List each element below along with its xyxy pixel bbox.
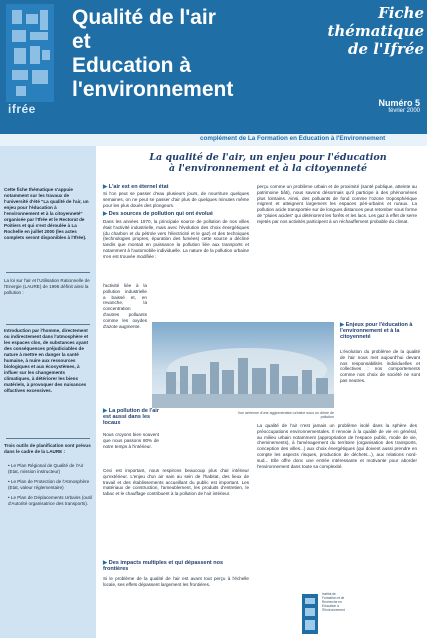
city-photo [152,322,334,408]
section-heading: ▶ Des impacts multiples et qui dépassent nos frontières [103,560,249,572]
paragraph: Nous croyons bien souvent que nous passons 80% de notre temps à l'intérieur. [103,432,159,449]
title-line: Qualité de l'air [72,6,216,29]
issue-date: février 2000 [388,108,420,114]
divider [6,438,90,439]
section-heading: ▶ L'air est en éternel état [103,184,248,190]
headline [118,152,418,174]
footer-logo-line: l'Environnement [322,608,345,612]
title-line: Education à [72,54,192,77]
issue-number: Numéro 5 [378,98,420,108]
divider [6,272,90,273]
fiche-title [300,4,424,58]
fiche-line: de l'Ifrée [347,40,424,58]
ifree-logo [6,4,54,102]
paragraph: Dans les années 1970, la principale source de pollution de nos villes était l'activité industrielle, mais avec l'évolution des choix énergétiques (du charbon et du pétrole vers l'électricité et le gaz) et des techniques (technologies propres, épuration des fumées) cette source a décliné tandis que montait en puissance la pollution liée aux transports et notamment à l'automobile individuelle. La nature de la pollution urbaine s'en est trouvée modifiée : [103,219,249,259]
logo-text: ifrée [8,102,36,116]
main-title [72,6,282,102]
paragraph: perçu comme un problème urbain et de proximité (santé publique, atteinte au patrimoine bâti), nous savons désormais qu'il participe à des phénomènes plus lointains. Ainsi, des polluants de fond comme l'ozone troposphérique migrent et atteignent largement les espaces péri-urbains et ruraux. La pollution acide transportée sur de longues distances peut retomber sous forme de "pluies acides" qui détériorent les forêts et les lacs. Les gaz à effet de serre rejetés par nos activités participent à un réchauffement probable du climat. [257,184,417,224]
paragraph: Si le problème de la qualité de l'air est avant tout perçu à l'échelle locale, ses effets dépassent largement les frontières. [103,576,249,587]
title-line: l'environnement [72,78,234,101]
footer-logo-line: Education à [322,604,339,608]
sidebar-docs-list [8,463,92,511]
paragraph: l'activité liée à la pollution industrielle a baissé et, en revanche, la concentration d'autres polluants comme les oxydes d'azote augmente. [103,283,147,329]
divider [6,324,90,325]
photo-caption: Vue aérienne d'une agglomération urbaine sous un dôme de pollution [237,411,334,420]
list-item: • Le Plan de Déplacements Urbains (outil d'Autorité organisatrice des transports). [8,495,92,506]
sidebar-law: La loi sur l'air et l'Utilisation Rationnelle de l'Energie (LAURE) de 1996 définit ainsi la pollution : [4,278,90,295]
subtitle: complément de La Formation en Éducation à l'Environnement [200,135,386,142]
footer-logo-line: Institut de [322,592,336,596]
issue-block [340,98,420,114]
list-item: • Le Plan Régional de Qualité de l'Air (Etat, mission instructeur) [8,463,84,474]
section-heading: ▶ La pollution de l'air est aussi dans les locaux [103,408,159,426]
footer-logo-text [322,592,382,612]
section-heading: ▶ Enjeux pour l'éducation à l'environnement et à la citoyenneté [340,322,420,340]
paragraph: Si l'on peut se passer d'eau plusieurs jours, de nourriture quelques semaines, on ne peut se passer d'air plus de quelques minutes même pour les plus doués des plongeurs. [103,191,249,208]
paragraph: L'évolution du problème de la qualité de l'air nous met aujourd'hui devant nos responsabilités individuelles et collectives : nos comportements comme nos choix de société ne sont pas neutres. [340,349,420,383]
paragraph: La qualité de l'air n'est jamais un problème isolé dans la sphère des préoccupations environnementales. Il renvoie à la qualité de vie en général, au milieu urbain notamment (appropriation de l'espace public, mode de vie, cheminements), à l'aménagement du territoire (organisation des transports, conception des villes...) aux choix énergétiques (qui doivent aussi prendre en compte les aspects risques, production de déchets...), aux relations nord-sud... Elle offre donc une entrée intéressante et motivante pour aborder l'environnement dans toute sa complexité. [257,423,417,469]
footer-logo-line: Formation et de [322,596,345,600]
section-heading: ▶ Des sources de pollution qui ont évolué [103,211,248,217]
headline-line: La qualité de l'air, un enjeu pour l'éducation [149,152,387,163]
footer-logo-line: Recherche en [322,600,342,604]
sidebar-definition: Introduction par l'homme, directement ou indirectement dans l'atmosphère et les espaces clos, de substances ayant des conséquences préjudiciables de nature à mettre en danger la santé humaine, à nuire aux ressources biologiques et aux écosystèmes, à influer sur les changements climatiques, à détériorer les biens matériels, à provoquer des nuisances olfactives excessives. [4,328,89,393]
sidebar-docs-title: Trois outils de planification sont prévus dans le cadre de la LAURE : [4,443,91,454]
title-line: et [72,30,91,53]
fiche-line: Fiche thématique [327,4,424,40]
headline-line: à l'environnement et à la citoyenneté [168,163,368,174]
sidebar-intro: Cette fiche thématique s'appuie notamment sur les travaux de l'université d'été "La qualité de l'air, un enjeu pour l'éducation à l'environnement et à la citoyenneté" organisée par l'Ifrée et le Rectorat de Poitiers et qui s'est déroulée à La Rochelle en juillet 2000 (les actes complets seront disponibles à l'Ifrée). [4,187,89,240]
list-item: • Le Plan de Protection de l'Atmosphère (Etat, valeur réglementaire) [8,479,90,490]
paragraph: Ceci est important, nous respirons beaucoup plus d'air intérieur qu'extérieur. L'enjeu d'un air sain au sein de l'habitat, des lieux de travail et des établissements accueillant du public est important. Les matériaux de construction, l'ameublement, les produits d'entretien, le tabac et le chauffage contribuent à la pollution de l'air intérieur. [103,468,249,497]
